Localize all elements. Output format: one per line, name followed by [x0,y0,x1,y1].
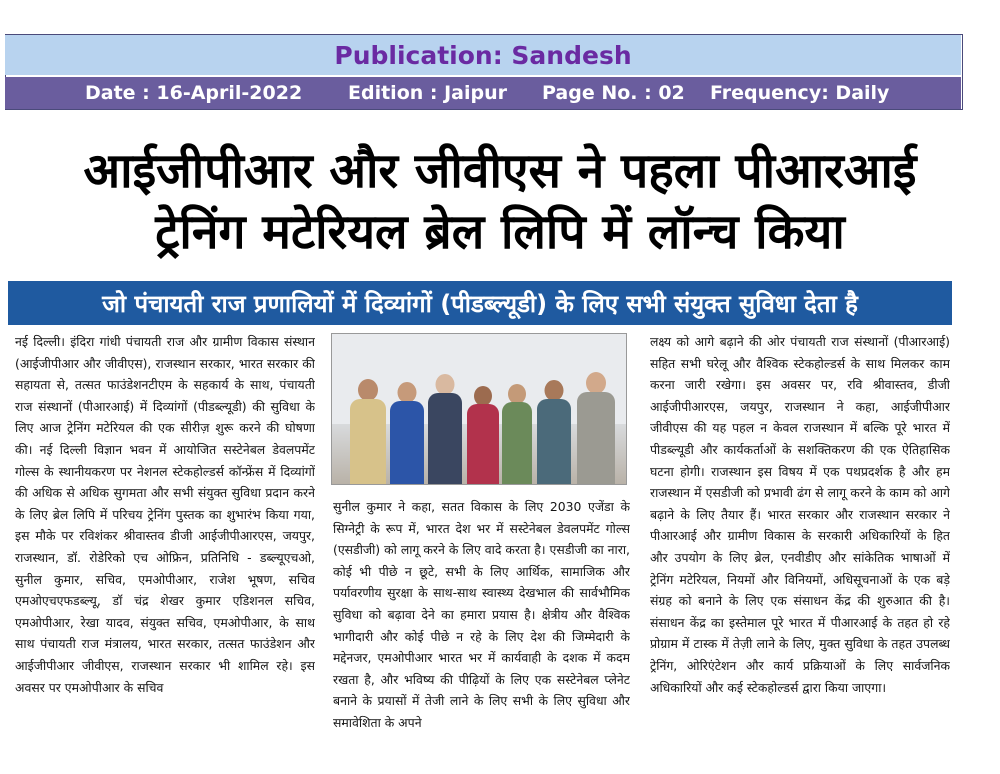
photo-person [467,386,499,484]
event-photo [331,333,627,485]
headline-line-2: ट्रेनिंग मटेरियल ब्रेल लिपि में लॉन्च किया [155,204,845,260]
photo-person [577,372,615,484]
column-2-text: सुनील कुमार ने कहा, सतत विकास के लिए 2030 एजेंडा के सिग्नेट्री के रूप में, भारत देश भर में सस्टेनेबल डेवलपमेंट गोल्स (एसडीजी) को लागू करने के लिए वादे करता है। एसडीजी का नारा, कोई भी पीछे न छूटे, सभी के लिए आर्थिक, सामाजिक और पर्यावरणीय सुरक्षा के साथ-साथ स्वास्थ्य देखभाल की सार्वभौमिक सुविधा को बढ़ावा देने का हमारा प्रयास है। क्षेत्रीय और वैश्विक भागीदारी और कोई पीछे न रहे के लिए देश की जिम्मेदारी के मद्देनजर, एमओपीआर भारत भर में कार्यवाही के दशक में कदम रखता है, और भविष्य की पीढ़ियों के लिए एक सस्टेनेबल प्लेनेट बनाने के प्रयासों में तेजी लाने के लिए सभी के लिए सुविधा और समावेशिता के अपने [333,499,630,730]
photo-person [350,379,386,484]
frequency-label: Frequency: Daily [710,82,890,104]
clipping-meta-bar [5,77,961,109]
page-number-label: Page No. : 02 [542,82,685,104]
article-column-1 [15,331,315,751]
article-column-3 [650,331,950,751]
publication-title [5,35,961,75]
photo-person [428,374,462,484]
column-1-text: नई दिल्ली। इंदिरा गांधी पंचायती राज और ग्रामीण विकास संस्थान (आईजीपीआर और जीवीएस), राजस्थान सरकार, भारत सरकार की सहायता से, तत्सत फाउंडेशनटीएम के सहकार्य के साथ, पंचायती राज संस्थानों (पीआरआई) में दिव्यांगों (पीडब्ल्यूडी) की सुविधा के लिए आज ट्रेनिंग मटेरियल की एक सीरीज़ शुरू करने की घोषणा की। नई दिल्ली विज्ञान भवन में आयोजित सस्टेनेबल डेवलपमेंट गोल्स के स्थानीयकरण पर नेशनल स्टेकहोल्डर्स कॉन्फ्रेंस में दिव्यांगों की अधिक से अधिक सुगमता और सभी संयुक्त सुविधा प्रदान करने के लिए ब्रेल लिपि में परिचय ट्रेनिंग पुस्तक का शुभारंभ किया गया, इस मौके पर रविशंकर श्रीवास्तव डीजी आईजीपीआरएस, जयपुर, राजस्थान, डॉ. रोडेरिको एच ओफ्रिन, प्रतिनिधि - डब्ल्यूएचओ, सुनील कुमार, सचिव, एमओपीआर, राजेश भूषण, सचिव एमओएचएफडब्ल्यू, डॉ चंद्र शेखर कुमार एडिशनल सचिव, एमओपीआर, रेखा यादव, संयुक्त सचिव, एमओपीआर, के साथ साथ पंचायती राज मंत्रालय, भारत सरकार, तत्सत फाउंडेशन और आईजीपीआर जीवीएस, राजस्थान सरकार भी शामिल रहे। इस अवसर पर एमओपीआर के सचिव [15,334,315,695]
photo-person [390,382,424,484]
date-label: Date : 16-April-2022 [85,82,303,104]
headline-line-1: आईजीपीआर और जीवीएस ने पहला पीआरआई [83,143,917,199]
article-column-2 [333,496,630,751]
edition-label: Edition : Jaipur [348,82,507,104]
column-3-text: लक्ष्य को आगे बढ़ाने की ओर पंचायती राज संस्थानों (पीआरआई) सहित सभी घरेलू और वैश्विक स्टेकहोल्डर्स के साथ मिलकर काम करना जारी रखेगा। इस अवसर पर, रवि श्रीवास्तव, डीजी आईजीपीआरएस, जयपुर, राजस्थान ने कहा, आईजीपीआर जीवीएस की यह पहल न केवल राजस्थान में बल्कि पूरे भारत में पीडब्ल्यूडी और कार्यकर्ताओं के सशक्तिकरण की एक ऐतिहासिक घटना होगी। राजस्थान इस विषय में एक पथप्रदर्शक है और हम राजस्थान में एसडीजी को प्रभावी ढंग से लागू करने के काम को आगे बढ़ाने के लिए तैयार हैं। भारत सरकार और राजस्थान सरकार ने पीआरआई और ग्रामीण विकास के सरकारी अधिकारियों के हित और उपयोग के लिए ब्रेल, एनवीडीए और सांकेतिक भाषाओं में ट्रेनिंग मटेरियल, नियमों और विनियमों, अधिसूचनाओं के एक बड़े संग्रह को बनाने के लिए एक संसाधन केंद्र की शुरुआत की है। संसाधन केंद्र का इस्तेमाल पूरे भारत में पीआरआई के तहत हो रहे प्रोग्राम में टास्क में तेज़ी लाने के लिए, मुक्त सुविधा के तहत उपलब्ध ट्रेनिंग, ओरिएंटेशन और कार्य प्रक्रियाओं के लिए सार्वजनिक अधिकारियों और कई स्टेकहोल्डर्स द्वारा किया जाएगा। [650,334,950,695]
publication-name: Publication: Sandesh [334,40,632,70]
subheadline: जो पंचायती राज प्रणालियों में दिव्यांगों (पीडब्ल्यूडी) के लिए सभी संयुक्त सुविधा देता है [102,289,858,318]
subheadline-band [8,281,952,325]
photo-person [537,380,571,484]
photo-person [502,384,532,484]
